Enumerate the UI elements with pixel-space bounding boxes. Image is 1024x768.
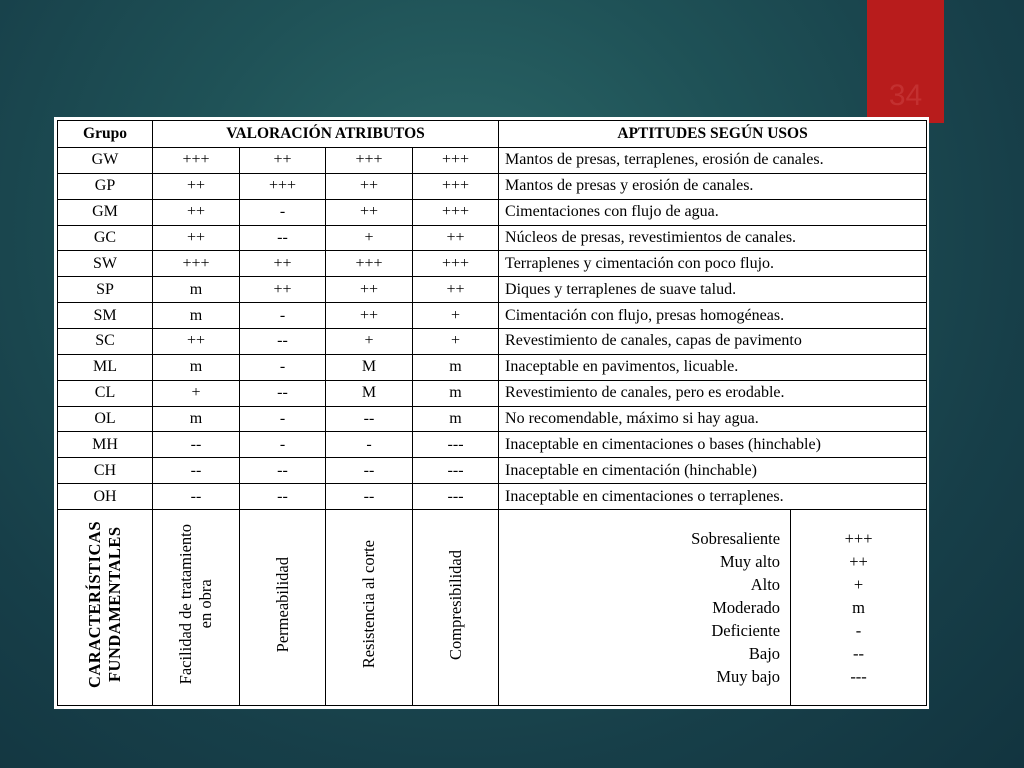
compresibilidad-value: --- (413, 458, 499, 484)
permeabilidad-cell (240, 510, 326, 706)
permeabilidad-value: -- (240, 458, 326, 484)
aptitud-cell: Mantos de presas y erosión de canales. (499, 173, 927, 199)
table-row (58, 484, 927, 510)
table-row (58, 225, 927, 251)
aptitud-cell: Cimentación con flujo, presas homogéneas. (499, 303, 927, 329)
table-row (58, 277, 927, 303)
permeabilidad-value: - (240, 354, 326, 380)
legend-symbols (795, 527, 922, 688)
compresibilidad-value: --- (413, 484, 499, 510)
compresibilidad-value: m (413, 380, 499, 406)
legend-symbol: -- (853, 644, 865, 664)
aptitud-cell: Inaceptable en pavimentos, licuable. (499, 354, 927, 380)
caracteristicas-cell (58, 510, 153, 706)
compresibilidad-value: m (413, 406, 499, 432)
permeabilidad-value: -- (240, 225, 326, 251)
resistencia-value: ++ (326, 173, 413, 199)
soil-table (57, 120, 927, 706)
soil-classification-table (54, 117, 929, 709)
compresibilidad-cell (413, 510, 499, 706)
table-row (58, 458, 927, 484)
resistencia-cell (326, 510, 413, 706)
legend-label: Muy alto (720, 552, 781, 572)
legend-symbol: --- (850, 667, 867, 687)
group-cell: GC (58, 225, 153, 251)
table-row (58, 199, 927, 225)
facilidad-value: ++ (153, 225, 240, 251)
header-grupo: Grupo (58, 121, 153, 148)
resistencia-value: M (326, 380, 413, 406)
permeabilidad-value: +++ (240, 173, 326, 199)
legend-label: Bajo (748, 644, 781, 664)
permeabilidad-value: - (240, 199, 326, 225)
resistencia-label: Resistencia al corte (359, 540, 378, 669)
resistencia-value: -- (326, 458, 413, 484)
aptitud-cell: Inaceptable en cimentaciones o terraplenes. (499, 484, 927, 510)
facilidad-value: +++ (153, 251, 240, 277)
permeabilidad-value: -- (240, 329, 326, 355)
group-cell: SM (58, 303, 153, 329)
aptitud-cell: Núcleos de presas, revestimientos de canales. (499, 225, 927, 251)
compresibilidad-value: +++ (413, 173, 499, 199)
group-cell: GW (58, 147, 153, 173)
compresibilidad-label: Compresibilidad (445, 549, 465, 660)
header-valoracion: VALORACIÓN ATRIBUTOS (153, 121, 499, 148)
facilidad-value: +++ (153, 147, 240, 173)
resistencia-value: M (326, 354, 413, 380)
resistencia-value: +++ (326, 147, 413, 173)
group-cell: MH (58, 432, 153, 458)
aptitud-cell: Inaceptable en cimentaciones o bases (hinchable) (499, 432, 927, 458)
compresibilidad-value: --- (413, 432, 499, 458)
aptitud-cell: No recomendable, máximo si hay agua. (499, 406, 927, 432)
facilidad-value: -- (153, 484, 240, 510)
resistencia-value: ++ (326, 199, 413, 225)
resistencia-value: ++ (326, 303, 413, 329)
resistencia-value: - (326, 432, 413, 458)
legend-labels (503, 527, 786, 688)
table-row (58, 329, 927, 355)
legend-symbol: - (855, 621, 862, 641)
permeabilidad-value: - (240, 432, 326, 458)
group-cell: OH (58, 484, 153, 510)
permeabilidad-label: Permeabilidad (272, 556, 292, 653)
facilidad-value: ++ (153, 329, 240, 355)
aptitud-cell: Diques y terraplenes de suave talud. (499, 277, 927, 303)
group-cell: ML (58, 354, 153, 380)
facilidad-value: + (153, 380, 240, 406)
legend-label: Muy bajo (716, 667, 781, 687)
permeabilidad-value: -- (240, 380, 326, 406)
aptitud-cell: Revestimiento de canales, capas de pavimento (499, 329, 927, 355)
table-row (58, 173, 927, 199)
group-cell: CH (58, 458, 153, 484)
permeabilidad-value: ++ (240, 251, 326, 277)
compresibilidad-value: ++ (413, 225, 499, 251)
aptitud-cell: Cimentaciones con flujo de agua. (499, 199, 927, 225)
group-cell: SW (58, 251, 153, 277)
facilidad-value: -- (153, 458, 240, 484)
facilidad-value: ++ (153, 173, 240, 199)
permeabilidad-value: - (240, 406, 326, 432)
table-row (58, 354, 927, 380)
aptitud-cell: Mantos de presas, terraplenes, erosión de canales. (499, 147, 927, 173)
table-row (58, 406, 927, 432)
header-aptitudes: APTITUDES SEGÚN USOS (499, 121, 927, 148)
legend-labels-cell (499, 510, 791, 706)
group-cell: CL (58, 380, 153, 406)
compresibilidad-value: +++ (413, 251, 499, 277)
table-row (58, 380, 927, 406)
table-row (58, 251, 927, 277)
table-row (58, 432, 927, 458)
footer-row (58, 510, 927, 706)
group-cell: SC (58, 329, 153, 355)
legend-symbol: +++ (844, 529, 873, 549)
aptitud-cell: Inaceptable en cimentación (hinchable) (499, 458, 927, 484)
group-cell: GM (58, 199, 153, 225)
permeabilidad-value: -- (240, 484, 326, 510)
facilidad-value: ++ (153, 199, 240, 225)
compresibilidad-value: +++ (413, 199, 499, 225)
permeabilidad-value: ++ (240, 147, 326, 173)
compresibilidad-value: + (413, 329, 499, 355)
resistencia-value: -- (326, 484, 413, 510)
legend-label: Deficiente (711, 621, 781, 641)
legend-symbols-cell (791, 510, 927, 706)
aptitud-cell: Revestimiento de canales, pero es erodable. (499, 380, 927, 406)
table-row (58, 147, 927, 173)
legend-label: Alto (750, 575, 781, 595)
table-row (58, 303, 927, 329)
permeabilidad-value: ++ (240, 277, 326, 303)
slide-number: 34 (888, 79, 923, 112)
resistencia-value: + (326, 225, 413, 251)
group-cell: GP (58, 173, 153, 199)
compresibilidad-value: m (413, 354, 499, 380)
legend-symbol: + (853, 575, 864, 595)
permeabilidad-value: - (240, 303, 326, 329)
compresibilidad-value: +++ (413, 147, 499, 173)
legend-label: Moderado (712, 598, 781, 618)
legend-symbol: m (852, 598, 865, 618)
facilidad-cell (153, 510, 240, 706)
facilidad-label: Facilidad de tratamiento en obra (176, 524, 215, 685)
resistencia-value: ++ (326, 277, 413, 303)
facilidad-value: m (153, 303, 240, 329)
compresibilidad-value: + (413, 303, 499, 329)
facilidad-value: m (153, 406, 240, 432)
resistencia-value: -- (326, 406, 413, 432)
legend-symbol: ++ (849, 552, 868, 572)
resistencia-value: + (326, 329, 413, 355)
table-header-row (58, 121, 927, 148)
caracteristicas-label: CARACTERÍSTICAS FUNDAMENTALES (85, 521, 124, 689)
facilidad-value: m (153, 277, 240, 303)
facilidad-value: m (153, 354, 240, 380)
group-cell: SP (58, 277, 153, 303)
compresibilidad-value: ++ (413, 277, 499, 303)
aptitud-cell: Terraplenes y cimentación con poco flujo. (499, 251, 927, 277)
facilidad-value: -- (153, 432, 240, 458)
legend-label: Sobresaliente (691, 529, 781, 549)
resistencia-value: +++ (326, 251, 413, 277)
group-cell: OL (58, 406, 153, 432)
